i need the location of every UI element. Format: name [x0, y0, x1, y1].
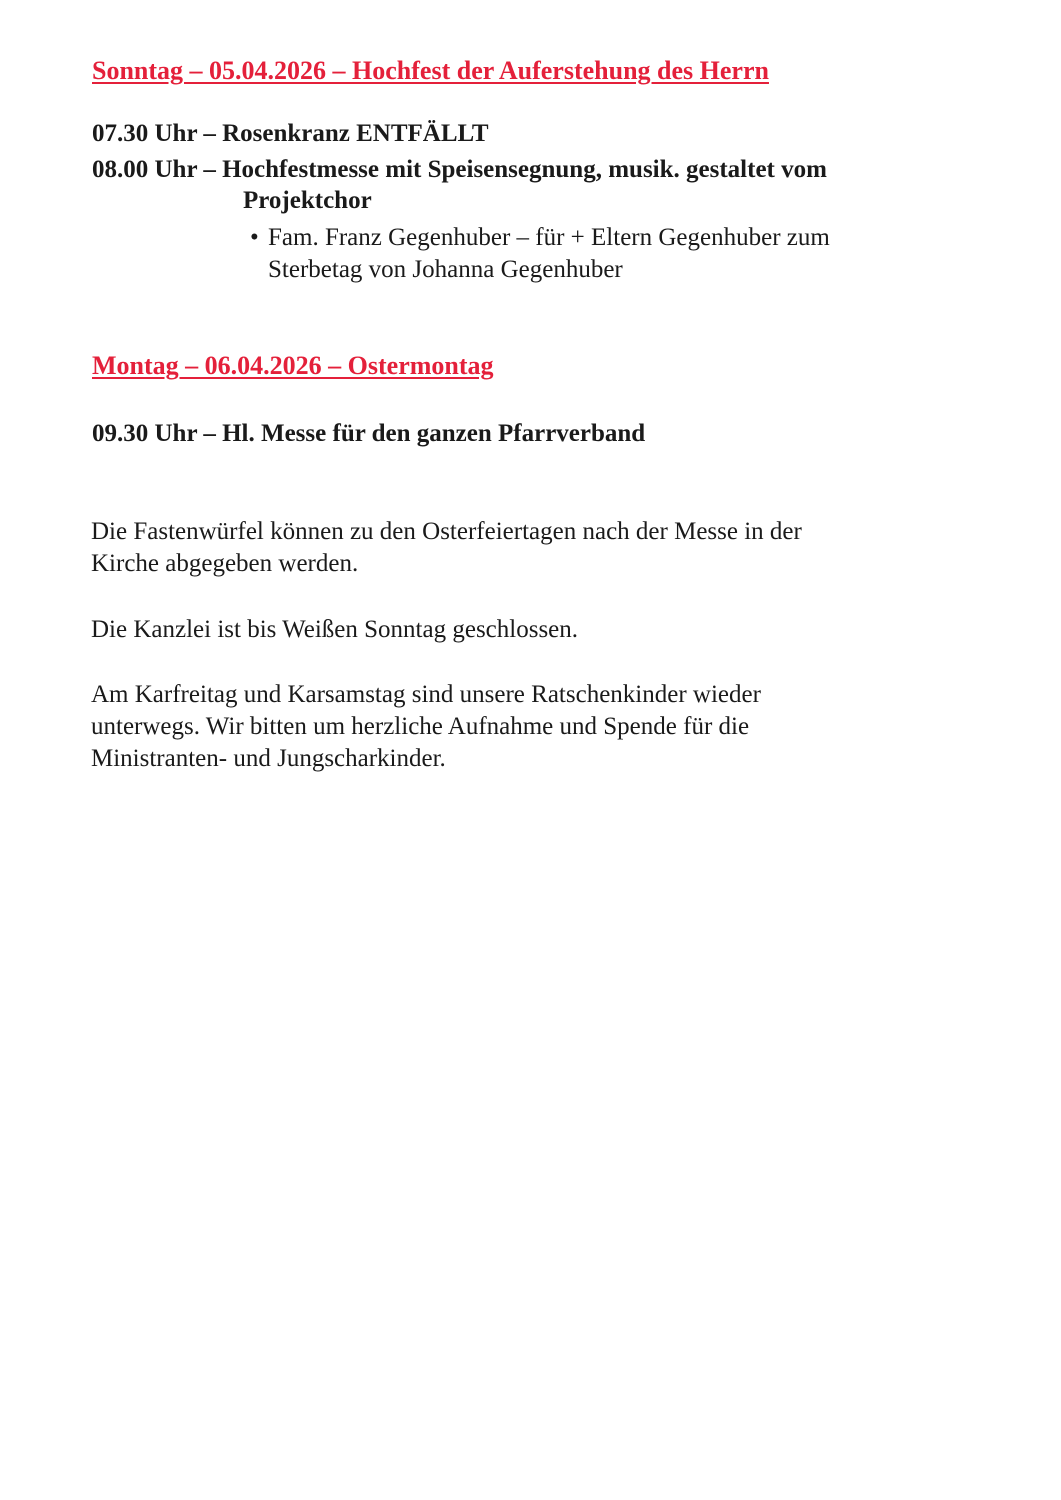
mass-intention-line-1: Fam. Franz Gegenhuber – für + Eltern Gegenhuber zum	[268, 224, 830, 251]
monday-heading: Montag – 06.04.2026 – Ostermontag	[92, 351, 494, 380]
mass-intention	[250, 222, 830, 286]
notice-ratschen-line-3: Ministranten- und Jungscharkinder.	[91, 745, 446, 772]
notice-ratschen	[91, 679, 761, 775]
notice-ratschen-line-2: unterwegs. Wir bitten um herzliche Aufnahme und Spende für die	[91, 713, 750, 740]
bullet-icon: •	[250, 224, 259, 251]
notice-fastenwuerfel-line-1: Die Fastenwürfel können zu den Osterfeiertagen nach der Messe in der	[91, 518, 802, 545]
sunday-rosary-entry: 07.30 Uhr – Rosenkranz ENTFÄLLT	[92, 120, 489, 147]
sunday-heading: Sonntag – 05.04.2026 – Hochfest der Auferstehung des Herrn	[92, 56, 769, 85]
sunday-mass-entry-continued: Projektchor	[243, 187, 372, 214]
monday-mass-entry: 09.30 Uhr – Hl. Messe für den ganzen Pfarrverband	[92, 420, 646, 447]
sunday-mass-entry: 08.00 Uhr – Hochfestmesse mit Speisensegnung, musik. gestaltet vom	[92, 156, 827, 183]
notice-fastenwuerfel	[91, 516, 802, 580]
notice-ratschen-line-1: Am Karfreitag und Karsamstag sind unsere Ratschenkinder wieder	[91, 681, 761, 708]
notice-fastenwuerfel-line-2: Kirche abgegeben werden.	[91, 550, 359, 577]
mass-intention-line-2: Sterbetag von Johanna Gegenhuber	[268, 256, 623, 283]
notice-kanzlei: Die Kanzlei ist bis Weißen Sonntag geschlossen.	[91, 616, 579, 643]
